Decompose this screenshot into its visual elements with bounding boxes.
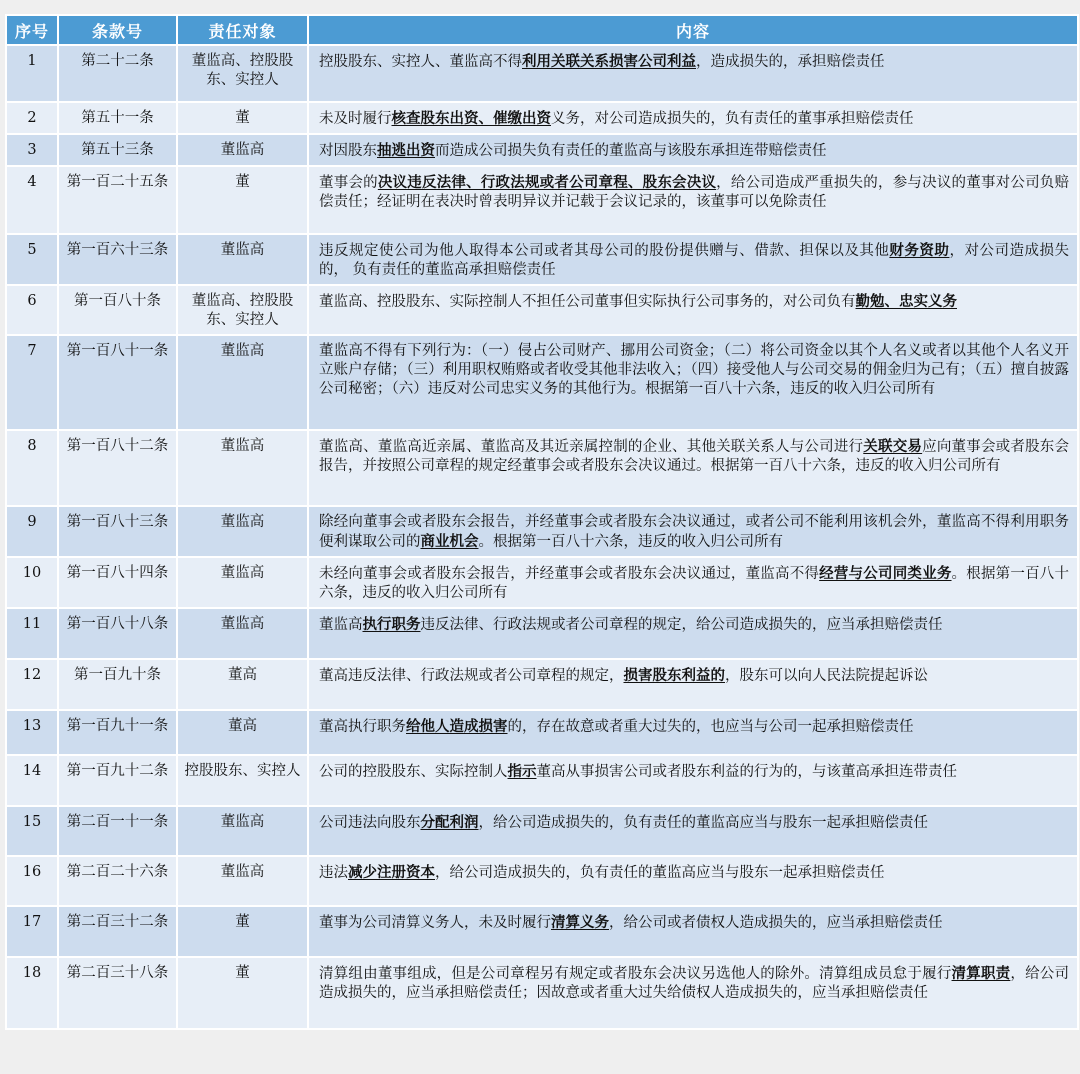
content-cell: [308, 134, 1078, 166]
content-cell: [308, 755, 1078, 806]
row-number: 16: [6, 856, 58, 906]
liable-party: 董监高: [177, 430, 308, 506]
liable-party: 董监高: [177, 506, 308, 557]
liable-party: 董高: [177, 710, 308, 755]
table-row: [6, 608, 1078, 659]
highlighted-keyword: 分配利润: [420, 814, 479, 831]
row-number: 18: [6, 957, 58, 1029]
content-text: ，对公司造成损失的， 负有责任的董监高承担赔偿责任: [319, 243, 1070, 278]
table-row: [6, 755, 1078, 806]
article-number: 第一百九十一条: [58, 710, 177, 755]
row-number: 13: [6, 710, 58, 755]
liable-party: 董监高、控股股东、实控人: [177, 285, 308, 335]
content-text: ，造成损失的，承担赔偿责任: [696, 54, 885, 70]
content-text: 。根据第一百八十六条，违反的收入归公司所有: [478, 534, 783, 550]
content-text: 违法: [319, 865, 348, 881]
content-text: 而造成公司损失负有责任的董监高与该股东承担连带赔偿责任: [435, 143, 827, 159]
table-row: [6, 285, 1078, 335]
table-row: [6, 557, 1078, 608]
content-cell: [308, 957, 1078, 1029]
row-number: 1: [6, 45, 58, 102]
row-number: 3: [6, 134, 58, 166]
content-cell: [308, 430, 1078, 506]
content-cell: [308, 856, 1078, 906]
article-number: 第一百八十三条: [58, 506, 177, 557]
header-no: 序号: [6, 15, 58, 45]
row-number: 17: [6, 906, 58, 957]
content-text: 控股股东、实控人、董监高不得: [319, 54, 522, 70]
content-cell: [308, 166, 1078, 234]
table-header-row: [6, 15, 1078, 45]
row-number: 9: [6, 506, 58, 557]
liable-party: 董高: [177, 659, 308, 710]
content-cell: [308, 45, 1078, 102]
liable-party: 董监高: [177, 134, 308, 166]
content-cell: [308, 608, 1078, 659]
content-text: 违反法律、行政法规或者公司章程的规定，给公司造成损失的，应当承担赔偿责任: [420, 617, 943, 633]
highlighted-keyword: 财务资助: [889, 242, 950, 259]
table-row: [6, 957, 1078, 1029]
content-cell: [308, 285, 1078, 335]
highlighted-keyword: 给他人造成损害: [406, 718, 508, 735]
highlighted-keyword: 清算职责: [951, 965, 1011, 982]
liable-party: 董监高: [177, 335, 308, 430]
article-number: 第二百三十八条: [58, 957, 177, 1029]
table-row: [6, 710, 1078, 755]
highlighted-keyword: 指示: [507, 763, 537, 780]
row-number: 12: [6, 659, 58, 710]
liable-party: 董监高: [177, 608, 308, 659]
liable-party: 董: [177, 166, 308, 234]
article-number: 第二十二条: [58, 45, 177, 102]
table-row: [6, 659, 1078, 710]
table-row: [6, 102, 1078, 134]
content-text: 未及时履行: [319, 111, 392, 127]
content-cell: [308, 806, 1078, 856]
liable-party: 董监高: [177, 557, 308, 608]
content-text: 未经向董事会或者股东会报告，并经董事会或者股东会决议通过，董监高不得: [319, 566, 820, 582]
table-row: [6, 506, 1078, 557]
liable-party: 董: [177, 957, 308, 1029]
content-text: 董监高、董监高近亲属、董监高及其近亲属控制的企业、其他关联关系人与公司进行: [319, 439, 864, 455]
highlighted-keyword: 勤勉、忠实义务: [855, 293, 957, 310]
content-text: 公司的控股股东、实际控制人: [319, 764, 508, 780]
content-text: 董事会的: [319, 175, 378, 191]
content-text: 董高违反法律、行政法规或者公司章程的规定，: [319, 668, 624, 684]
content-text: ，给公司造成损失的，负有责任的董监高应当与股东一起承担赔偿责任: [478, 815, 928, 831]
content-text: 应向董事会或者股东会报告，并按照公司章程的规定经董事会或者股东会决议通过。根据第一百八十六条，违反的收入归公司所有: [319, 439, 1070, 474]
liable-party: 董监高: [177, 234, 308, 285]
highlighted-keyword: 商业机会: [420, 533, 479, 550]
table-row: [6, 430, 1078, 506]
highlighted-keyword: 抽逃出资: [377, 142, 435, 159]
row-number: 15: [6, 806, 58, 856]
content-cell: [308, 659, 1078, 710]
highlighted-keyword: 核查股东出资、催缴出资: [391, 110, 551, 127]
header-article: 条款号: [58, 15, 177, 45]
highlighted-keyword: 损害股东利益的: [623, 667, 725, 684]
header-content: 内容: [308, 15, 1078, 45]
article-number: 第一百八十条: [58, 285, 177, 335]
liable-party: 董监高: [177, 806, 308, 856]
table-row: [6, 856, 1078, 906]
table-row: [6, 166, 1078, 234]
liable-party: 董: [177, 102, 308, 134]
article-number: 第二百二十六条: [58, 856, 177, 906]
row-number: 11: [6, 608, 58, 659]
content-cell: [308, 710, 1078, 755]
content-text: 董监高不得有下列行为：（一）侵占公司财产、挪用公司资金；（二）将公司资金以其个人名义或者以其他个人名义开立账户存储；（三）利用职权贿赂或者收受其他非法收入；（四）接受他人与公司交易的佣金归为己有；（五）擅自披露公司秘密；（六）违反对公司忠实义务的其他行为。根据第一百八十六条，违反的收入归公司所有: [319, 343, 1069, 397]
content-text: ，给公司造成严重损失的，参与决议的董事对公司负赔偿责任；经证明在表决时曾表明异议并记载于会议记录的，该董事可以免除责任: [319, 175, 1069, 210]
content-text: 义务，对公司造成损失的，负有责任的董事承担赔偿责任: [551, 111, 914, 127]
liable-party: 董监高: [177, 856, 308, 906]
article-number: 第一百九十条: [58, 659, 177, 710]
highlighted-keyword: 减少注册资本: [348, 864, 435, 881]
content-text: 违反规定使公司为他人取得本公司或者其母公司的股份提供赠与、借款、担保以及其他: [319, 243, 890, 259]
article-number: 第一百八十八条: [58, 608, 177, 659]
article-number: 第二百三十二条: [58, 906, 177, 957]
content-text: 董高从事损害公司或者股东利益的行为的，与该董高承担连带责任: [536, 764, 957, 780]
article-number: 第一百八十四条: [58, 557, 177, 608]
highlighted-keyword: 关联交易: [863, 438, 923, 455]
highlighted-keyword: 清算义务: [551, 914, 609, 931]
table-row: [6, 234, 1078, 285]
content-text: 公司违法向股东: [319, 815, 421, 831]
article-number: 第五十三条: [58, 134, 177, 166]
liable-party: 董: [177, 906, 308, 957]
content-cell: [308, 335, 1078, 430]
article-number: 第一百八十二条: [58, 430, 177, 506]
content-text: 。根据第一百八十六条，违反的收入归公司所有: [319, 566, 1070, 601]
highlighted-keyword: 经营与公司同类业务: [819, 565, 952, 582]
table-row: [6, 906, 1078, 957]
content-text: ，给公司造成损失的，负有责任的董监高应当与股东一起承担赔偿责任: [435, 865, 885, 881]
table-row: [6, 335, 1078, 430]
content-cell: [308, 234, 1078, 285]
highlighted-keyword: 执行职务: [362, 616, 421, 633]
content-text: 董事为公司清算义务人，未及时履行: [319, 915, 551, 931]
content-text: ，给公司造成损失的，应当承担赔偿责任；因故意或者重大过失给债权人造成损失的，应当承担赔偿责任: [319, 966, 1070, 1001]
row-number: 10: [6, 557, 58, 608]
content-text: 清算组由董事组成，但是公司章程另有规定或者股东会决议另选他人的除外。清算组成员怠于履行: [319, 966, 952, 982]
header-object: 责任对象: [177, 15, 308, 45]
content-text: 除经向董事会或者股东会报告，并经董事会或者股东会决议通过，或者公司不能利用该机会外，董监高不得利用职务便利谋取公司的: [319, 514, 1069, 550]
content-text: ，股东可以向人民法院提起诉讼: [725, 668, 928, 684]
article-number: 第一百九十二条: [58, 755, 177, 806]
row-number: 7: [6, 335, 58, 430]
content-cell: [308, 102, 1078, 134]
table-row: [6, 134, 1078, 166]
highlighted-keyword: 决议违反法律、行政法规或者公司章程、股东会决议: [377, 174, 717, 191]
row-number: 14: [6, 755, 58, 806]
liability-table: [5, 14, 1079, 1030]
row-number: 8: [6, 430, 58, 506]
content-cell: [308, 557, 1078, 608]
article-number: 第一百二十五条: [58, 166, 177, 234]
content-text: 董监高、控股股东、实际控制人不担任公司董事但实际执行公司事务的，对公司负有: [319, 294, 856, 310]
row-number: 6: [6, 285, 58, 335]
liability-table-container: [5, 14, 1077, 1030]
highlighted-keyword: 利用关联关系损害公司利益: [522, 53, 696, 70]
row-number: 2: [6, 102, 58, 134]
table-row: [6, 45, 1078, 102]
table-body: [6, 45, 1078, 1029]
row-number: 5: [6, 234, 58, 285]
article-number: 第一百六十三条: [58, 234, 177, 285]
content-text: ，给公司或者债权人造成损失的，应当承担赔偿责任: [609, 915, 943, 931]
content-cell: [308, 506, 1078, 557]
content-text: 董高执行职务: [319, 719, 406, 735]
content-text: 董监高: [319, 617, 363, 633]
liable-party: 控股股东、实控人: [177, 755, 308, 806]
table-row: [6, 806, 1078, 856]
content-text: 对因股东: [319, 143, 377, 159]
article-number: 第五十一条: [58, 102, 177, 134]
article-number: 第二百一十一条: [58, 806, 177, 856]
article-number: 第一百八十一条: [58, 335, 177, 430]
liable-party: 董监高、控股股东、实控人: [177, 45, 308, 102]
content-cell: [308, 906, 1078, 957]
row-number: 4: [6, 166, 58, 234]
content-text: 的，存在故意或者重大过失的，也应当与公司一起承担赔偿责任: [507, 719, 914, 735]
